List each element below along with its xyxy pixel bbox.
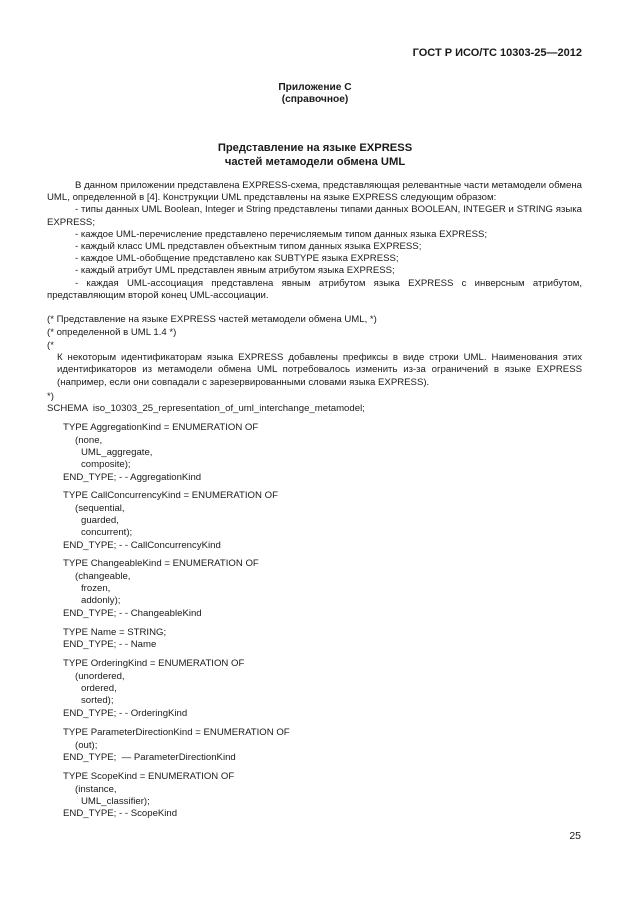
code-line: END_TYPE; — ParameterDirectionKind [63,752,236,763]
intro-section [47,180,582,302]
intro-bullet-3: - каждый класс UML представлен объектным типом данных языка EXPRESS; [75,241,422,253]
code-line: END_TYPE; - - CallConcurrencyKind [63,540,221,551]
schema-declaration: SCHEMA iso_10303_25_representation_of_uml_interchange_metamodel; [47,403,365,414]
code-line: TYPE CallConcurrencyKind = ENUMERATION OF [63,490,278,501]
page-number: 25 [569,830,581,842]
comment-line-2: (* определенной в UML 1.4 *) [47,327,177,338]
intro-bullet-2: - каждое UML-перечисление представлено перечисляемым типом данных языка EXPRESS; [75,228,488,240]
intro-bullet-4: - каждое UML-обобщение представлено как SUBTYPE языка EXPRESS; [75,253,399,265]
code-line: TYPE AggregationKind = ENUMERATION OF [63,422,259,433]
comment-close: *) [47,391,54,402]
code-line: guarded, [81,515,119,526]
intro-paragraph: В данном приложении представлена EXPRESS-схема, представляющая релевантные части метамодели обмена UML, определенной в [4]. Конструкции UML представлены на языке EXPRESS следующим образом: [47,180,582,204]
code-line: TYPE ParameterDirectionKind = ENUMERATION OF [63,727,290,738]
intro-bullet-6: - каждая UML-ассоциация представлена явным атрибутом языка EXPRESS с инверсным атрибутом, представляющим второй конец UML-ассоциации. [47,277,582,301]
code-line: END_TYPE; - - Name [63,639,157,650]
section-title-line2: частей метамодели обмена UML [224,156,406,168]
code-line: TYPE ScopeKind = ENUMERATION OF [63,771,235,782]
code-line: ordered, [81,683,117,694]
code-line: frozen, [81,583,111,594]
code-line: TYPE Name = STRING; [63,627,167,638]
comment-line-1: (* Представление на языке EXPRESS частей метамодели обмена UML, *) [47,314,377,325]
code-line: (unordered, [75,671,125,682]
intro-bullet-1: - типы данных UML Boolean, Integer и String представлены типами данных BOOLEAN, INTEGER и STRING языка EXPRESS; [47,204,582,228]
intro-bullet-5: - каждый атрибут UML представлен явным атрибутом языка EXPRESS; [75,265,395,277]
code-line: composite); [81,459,131,470]
code-line: TYPE OrderingKind = ENUMERATION OF [63,658,245,669]
code-line: END_TYPE; - - ChangeableKind [63,608,202,619]
code-line: sorted); [81,695,114,706]
code-line: concurrent); [81,527,133,538]
code-line: UML_aggregate, [81,447,153,458]
code-line: END_TYPE; - - OrderingKind [63,708,188,719]
code-line: (instance, [75,784,117,795]
document-header: ГОСТ Р ИСО/ТС 10303-25—2012 [412,47,582,59]
annex-subtitle: (справочное) [281,94,349,105]
code-line: END_TYPE; - - AggregationKind [63,472,202,483]
comment-body: К некоторым идентификаторам языка EXPRESS добавлены префиксы в виде строки UML. Наименования этих идентификаторов из метамодели обмена UML потребовалось изменить из-за ограничений в языке EXPRESS (например, если они совпадали с зарезервированными словами языка EXPRESS). [57,352,582,388]
code-line: (none, [75,435,103,446]
annex-title: Приложение С [278,82,352,93]
code-line: TYPE ChangeableKind = ENUMERATION OF [63,558,259,569]
comment-open: (* [47,340,54,351]
code-line: (sequential, [75,503,125,514]
code-line: addonly); [81,595,121,606]
section-title-line1: Представление на языке EXPRESS [217,142,413,154]
code-line: (out); [75,740,98,751]
code-line: UML_classifier); [81,796,150,807]
code-line: END_TYPE; - - ScopeKind [63,808,178,819]
code-line: (changeable, [75,571,131,582]
